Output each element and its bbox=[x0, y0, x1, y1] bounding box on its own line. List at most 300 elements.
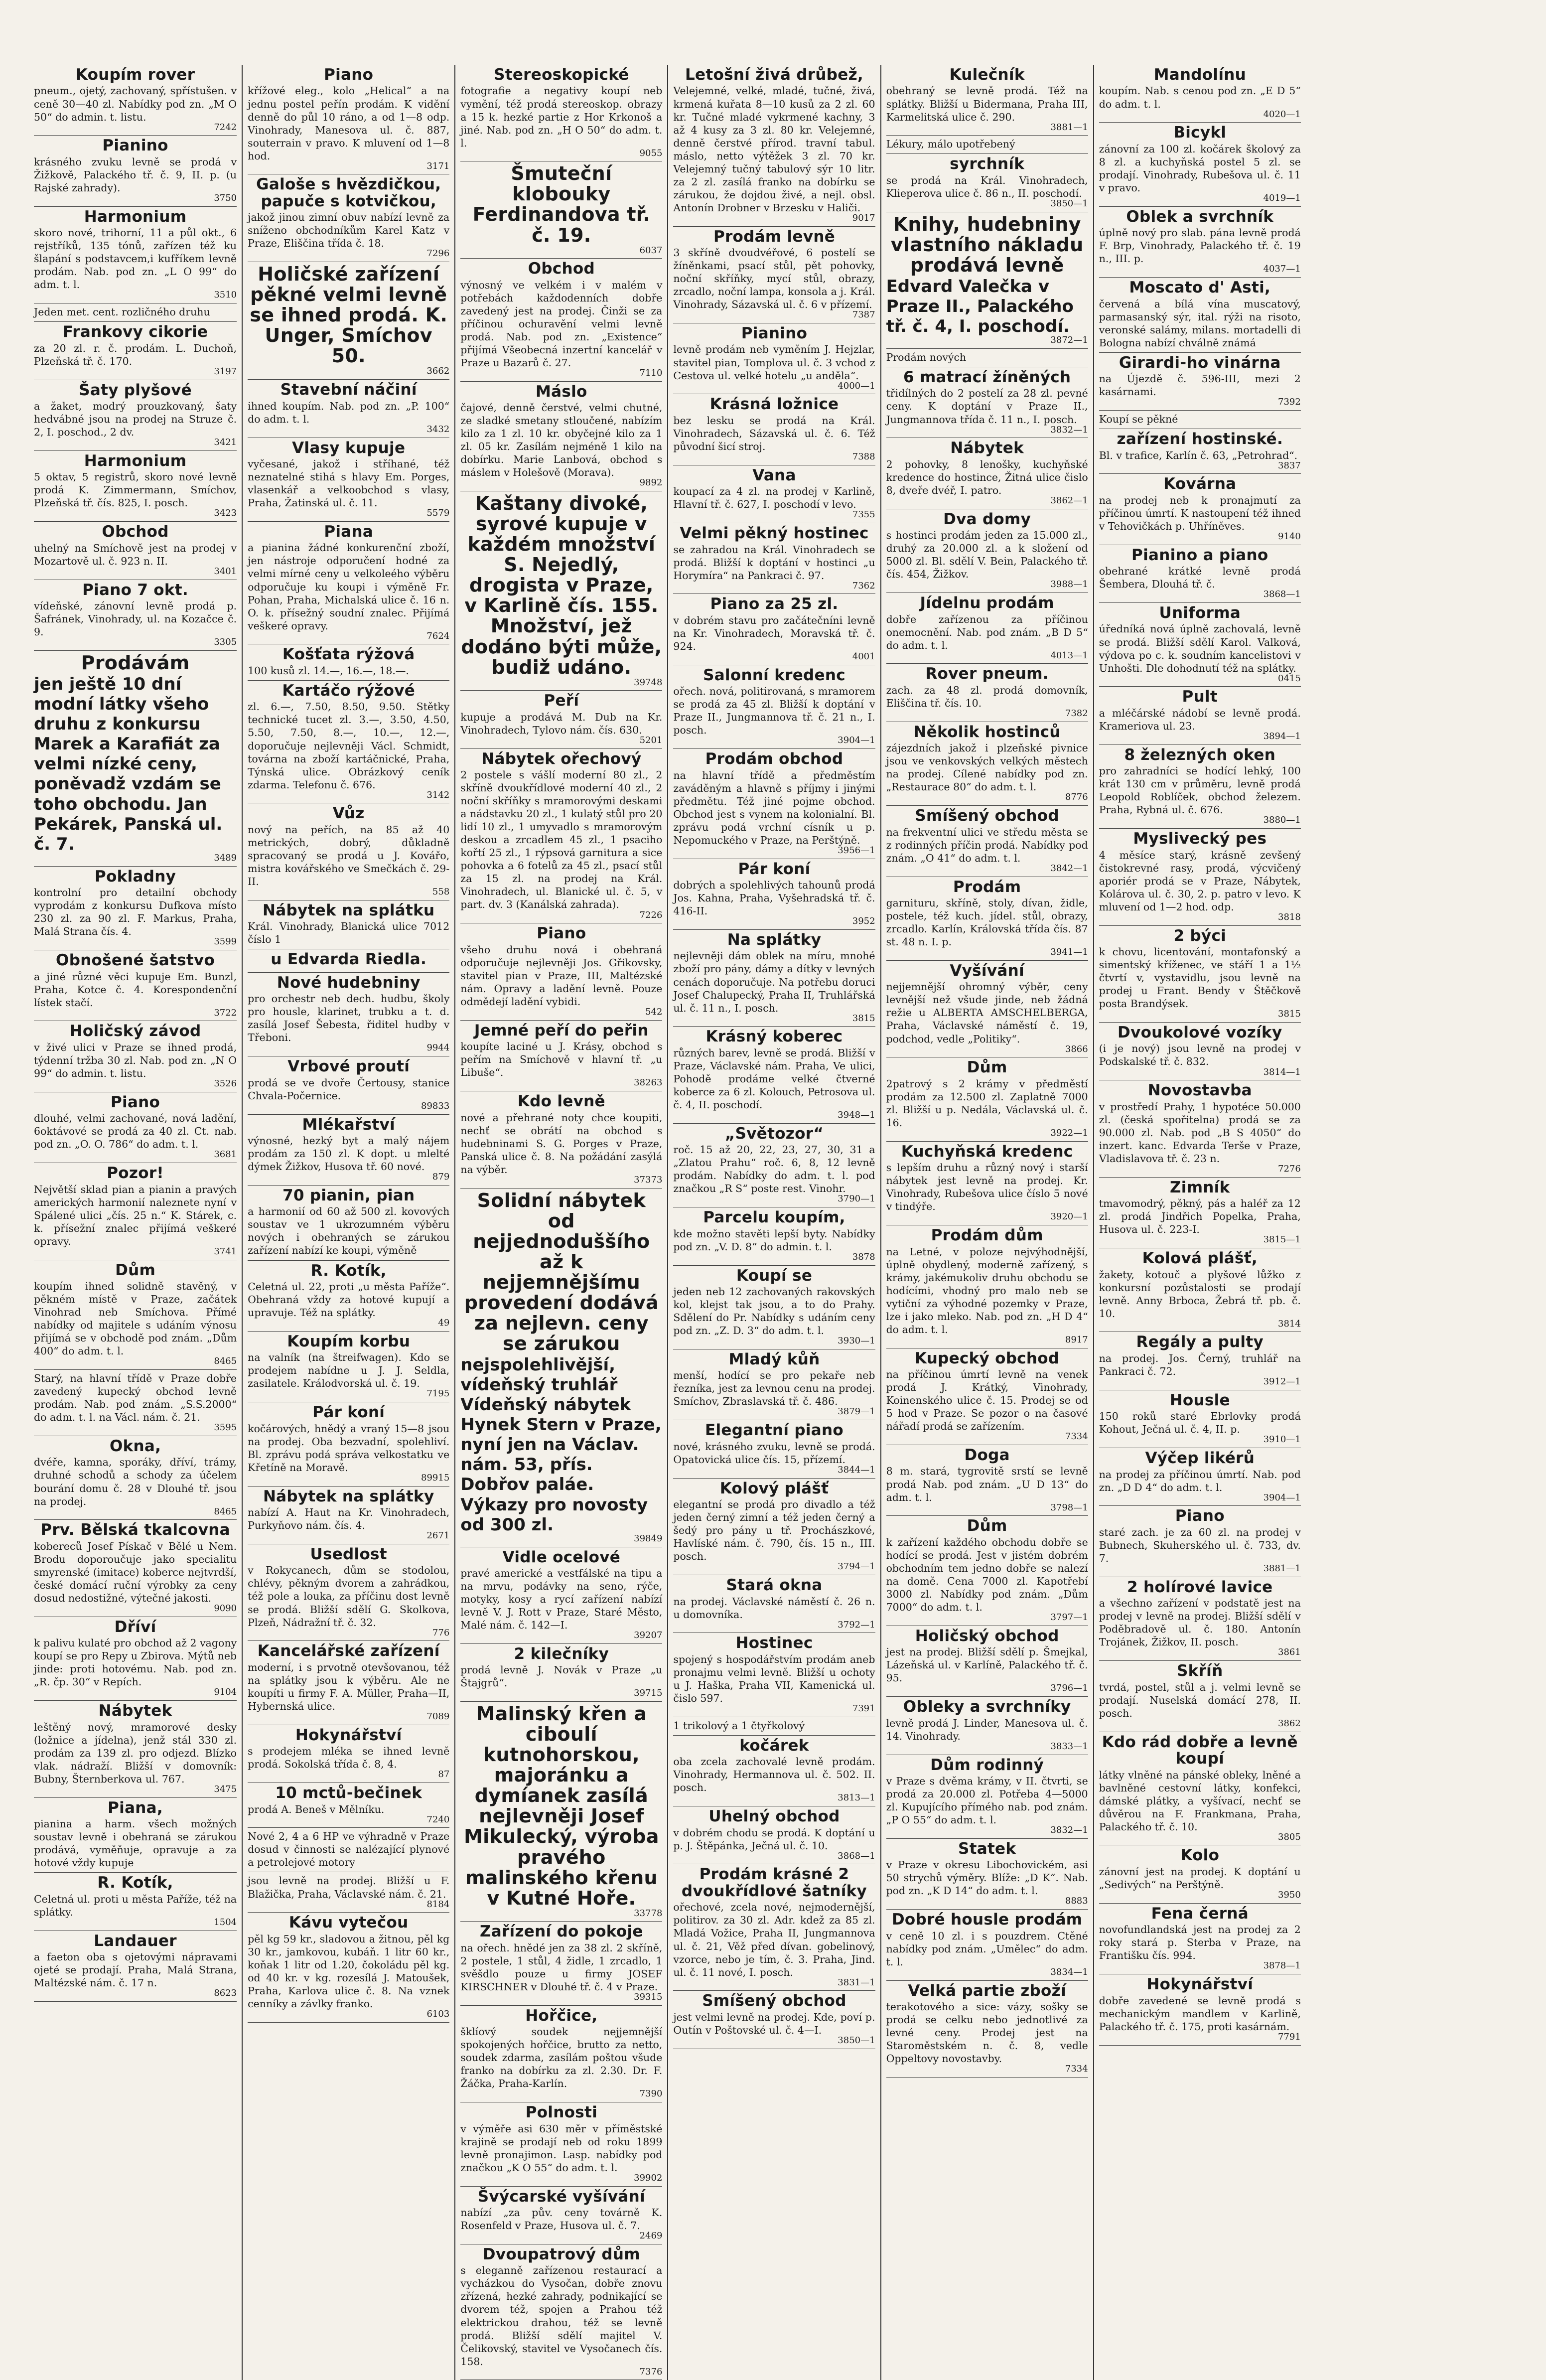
ad-body: prodá A. Beneš v Mělníku. bbox=[248, 1803, 385, 1815]
classified-ad bbox=[1099, 1732, 1301, 1846]
ad-heading: Pozor! bbox=[107, 1164, 164, 1183]
ad-heading: Dům bbox=[967, 1058, 1007, 1077]
ad-body: 8 m. stará, tygrovitě srstí se levně prodá Nab. pod znám. „U D 13“ do adm. t. l. bbox=[886, 1465, 1088, 1503]
ad-body: jeden neb 12 zachovaných rakovských kol, klejst tak jsou, a to do Prahy. Sdělení do Pr. Nabídky s udáním ceny pod zn. „Z. D. 3“ do adm. t. l. bbox=[673, 1286, 875, 1337]
ad-reference-number: 879 bbox=[432, 1172, 450, 1183]
ad-body: a všechno zařízení v podstatě jest na prodej v levně na prodej. Bližší sdělí v Poděbradově ul. č. 180. Antonín Trojánek, Žižkov, II. posch. bbox=[1099, 1597, 1301, 1648]
ad-heading: Kancelářské zařízení bbox=[257, 1642, 440, 1660]
ad-body: pěl kg 59 kr., sladovou a žitnou, pěl kg 30 kr., jamkovou, kubáň. 1 litr 60 kr., koňak 1 litr od 1.20, čokoládu pěl kg. od 40 kr. v kg. rozesílá J. Matoušek, Praha, Karlova ulice č. 8. Na vznek cenníky a závlky franko. bbox=[248, 1933, 450, 2010]
ad-reference-number: 3305 bbox=[214, 637, 237, 648]
ad-reference-number: 6037 bbox=[639, 245, 663, 256]
ad-heading: Výčep likérů bbox=[1145, 1449, 1255, 1468]
ad-body: s lepším druhu a různý nový i starší nábytek jest levně na prodej. Kr. Vinohrady, Rubešova ulice číslo 5 nové v tindýře. bbox=[886, 1162, 1088, 1213]
ad-body: dobře zavedené se levně prodá s mechanickým mandlem v Karlině, Palackého tř. č. 175, proti kasárnám. bbox=[1099, 1994, 1301, 2033]
ad-body: obehraný se levně prodá. Též na splátky. Bližší u Bidermana, Praha III, Karmelitská ulice č. 290. bbox=[886, 85, 1088, 123]
ad-heading: Dům bbox=[967, 1517, 1007, 1535]
ad-reference-number: 3833—1 bbox=[1050, 1741, 1088, 1752]
ad-heading: Prodávám bbox=[81, 651, 190, 674]
classified-ad bbox=[34, 580, 237, 651]
ad-body: Lékury, málo upotřebený bbox=[886, 138, 1015, 150]
ad-heading: Kolová plášť, bbox=[1142, 1249, 1258, 1268]
ad-body: spojený s hospodářstvím prodám aneb pronajmu velmi levně. Bližší u ochoty u J. Haška, Praha VII, Kamenická ul. čislo 597. bbox=[673, 1653, 875, 1704]
classified-ad bbox=[886, 154, 1088, 212]
ad-reference-number: 8465 bbox=[214, 1506, 237, 1517]
classified-ad bbox=[248, 1725, 449, 1783]
ad-body: Koupí se pěkné bbox=[1099, 413, 1178, 425]
ad-reference-number: 49 bbox=[438, 1318, 450, 1329]
classified-ad bbox=[460, 2187, 662, 2244]
ad-body: zach. za 48 zl. prodá domovník, Eliščina tř. čís. 10. bbox=[886, 684, 1088, 709]
ad-body: roč. 15 až 20, 22, 23, 27, 30, 31 a „Zlatou Prahu“ roč. 6, 8, 12 levně prodám. Nabídky do adm. t. l. pod značkou „R S“ poste rest. Vinohr. bbox=[673, 1144, 875, 1195]
ad-heading: Knihy, hudebniny vlastního nákladu prodává levně bbox=[890, 213, 1084, 276]
ad-body: pneum., ojetý, zachovaný, spřístušen. v ceně 30—40 zl. Nabídky pod zn. „M O 50“ do admin. t. listu. bbox=[34, 85, 237, 123]
classified-ad bbox=[248, 949, 449, 972]
classified-ad bbox=[1099, 1974, 1301, 2045]
ad-reference-number: 558 bbox=[432, 887, 450, 897]
ad-reference-number: 9055 bbox=[639, 148, 663, 158]
ad-body: pravé americké a vestfálské na tipu a na mrvu, podávky na seno, rýče, motyky, kosy a rycí zařízení nabízí levně V. J. Rott v Praze, Staré Město, Malé nám. č. 142—I. bbox=[460, 1567, 663, 1632]
ad-reference-number: 3831—1 bbox=[838, 1977, 875, 1988]
ad-body: nové a přehrané noty chce koupiti, nechť se obrátí na obchod s hudebninami S. G. Porges v Praze, Panská ulice č. 8. Na požádání zasýlá na výběr. bbox=[460, 1111, 663, 1176]
ad-heading: Landauer bbox=[94, 1932, 177, 1950]
classified-ad bbox=[1099, 1178, 1301, 1248]
ad-reference-number: 7334 bbox=[1065, 1431, 1088, 1442]
ad-reference-number: 3868—1 bbox=[1263, 589, 1301, 600]
classified-ad bbox=[886, 1445, 1088, 1516]
ad-body: na frekventní ulici ve středu města se z rodinných příčin prodá. Nabídky pod znám. „O 41“ do adm. t. l. bbox=[886, 826, 1088, 864]
ad-body: šklíový soudek nejjemnější spokojených hořčice, brutto za netto, soudek zdarma, zasílám poštou všude franko na dobírku za zl. 2.30. Dr. F. Žáčka, Praha-Karlín. bbox=[460, 2026, 663, 2090]
ad-body: nový na peřích, na 85 až 40 metrických, dobrý, důkladně spracovaný se prodá u J. Kovářo, mistra kovářského ve Smečkách č. 29-II. bbox=[248, 823, 450, 888]
classified-ad bbox=[34, 1163, 237, 1260]
classified-ad bbox=[460, 691, 662, 748]
classified-ad bbox=[886, 593, 1088, 664]
ad-reference-number: 39715 bbox=[634, 1688, 663, 1699]
ad-heading: Stará okna bbox=[726, 1576, 823, 1595]
ad-reference-number: 7388 bbox=[852, 451, 875, 462]
classified-ad bbox=[1099, 474, 1301, 545]
classified-ad bbox=[1099, 1080, 1301, 1177]
classified-ad bbox=[1099, 545, 1301, 603]
ad-body: terakotového a sice: vázy, sošky se prodá se celku nebo jednotlivé za levné ceny. Prodej jest na Staroměstském n. č. 8, vedle Oppeltovy novostavby. bbox=[886, 2001, 1088, 2065]
classified-ad bbox=[886, 1142, 1088, 1225]
ad-heading: Elegantní piano bbox=[705, 1421, 843, 1440]
classified-ad bbox=[248, 1641, 449, 1725]
classified-ad bbox=[1099, 429, 1301, 474]
ad-heading: Bicykl bbox=[1173, 124, 1227, 142]
classified-ad bbox=[1099, 1904, 1301, 1974]
classified-ad bbox=[886, 1981, 1088, 2078]
ad-body: nabízí A. Haut na Kr. Vinohradech, Purkyňovo nám. čís. 4. bbox=[248, 1506, 450, 1532]
ad-heading: Jemné peří do peřin bbox=[474, 1021, 649, 1040]
ad-body: křížové eleg., kolo „Helical“ a na jednu postel peřín prodám. K vidění denně do půl 10 ráno, a od 1—8 odp. Vinohrady, Manesova ul. č. 887, souterrain v pravo. K mluvení od 1—8 hod. bbox=[248, 85, 450, 162]
classified-ad bbox=[886, 877, 1088, 961]
classified-ad bbox=[34, 451, 237, 522]
ad-reference-number: 39849 bbox=[634, 1533, 663, 1544]
ad-reference-number: 3948—1 bbox=[838, 1110, 875, 1121]
ad-body: tvrdá, postel, stůl a j. velmi levně se prodají. Nuselská domácí 278, II. posch. bbox=[1099, 1681, 1301, 1719]
ad-body: 100 kusů zl. 14.—, 16.—, 18.—. bbox=[248, 664, 409, 677]
ad-reference-number: 3423 bbox=[214, 508, 237, 519]
ad-body: Jeden met. cent. rozličného druhu bbox=[34, 306, 210, 318]
ad-reference-number: 3881—1 bbox=[1050, 122, 1088, 133]
classified-ad bbox=[886, 961, 1088, 1057]
ad-reference-number: 3796—1 bbox=[1050, 1683, 1088, 1694]
classified-ad bbox=[1099, 1506, 1301, 1577]
ad-heading: Skříň bbox=[1177, 1662, 1223, 1680]
ad-body: v dobrém stavu pro začátečníni levně na Kr. Vinohradech, Moravská tř. č. 924. bbox=[673, 614, 875, 652]
classified-ad bbox=[673, 323, 875, 394]
ad-reference-number: 3818 bbox=[1278, 911, 1301, 922]
ad-heading: Kupecký obchod bbox=[914, 1349, 1060, 1367]
ad-heading: 2 býci bbox=[1173, 926, 1227, 945]
classified-ad bbox=[34, 303, 237, 322]
ad-heading: Piano bbox=[1175, 1507, 1225, 1525]
ad-body: ihned koupím. Nab. pod zn. „P. 100“ do adm. t. l. bbox=[248, 400, 450, 425]
ad-body: ořech. nová, politirovaná, s mramorem se prodá za 45 zl. Bližší k doptání v Praze II., Jungmannova tř. č. 21 n., I. posch. bbox=[673, 685, 875, 737]
ad-body: na prodej neb k pronajmutí za příčinou úmrtí. K nastoupení též ihned v Tehovičkách p. Uhříněves. bbox=[1099, 494, 1301, 532]
ad-body: 2 pohovky, 8 lenošky, kuchyňské kredence do hostince, Žitná ulice čislo 8, dveře dvéř, I. patro. bbox=[886, 458, 1088, 496]
ad-heading: 10 mctů-bečinek bbox=[275, 1784, 422, 1802]
classified-ad bbox=[34, 950, 237, 1021]
ad-heading: zařízení hostinské. bbox=[1117, 430, 1283, 448]
classified-ad bbox=[460, 382, 662, 491]
classified-ad bbox=[1099, 687, 1301, 744]
ad-heading: 2 holírové lavice bbox=[1127, 1578, 1273, 1596]
classified-ad bbox=[1099, 353, 1301, 411]
ad-heading: Hořčice, bbox=[525, 2006, 598, 2025]
ad-body: a jiné různé věci kupuje Em. Bunzl, Praha, Kotce č. 4. Korespondenční lístek stačí. bbox=[34, 970, 237, 1009]
ad-heading: Dva domy bbox=[943, 510, 1031, 528]
classified-ad bbox=[673, 1864, 875, 1991]
ad-reference-number: 3832—1 bbox=[1050, 1825, 1088, 1836]
ad-reference-number: 3878 bbox=[852, 1251, 875, 1262]
ad-heading: Parcelu koupím, bbox=[703, 1208, 845, 1227]
ad-body: tmavomodrý, pěkný, pás a haléř za 12 zl. prodá Jindřich Popelka, Praha, Husova ul. č. 223-I. bbox=[1099, 1197, 1301, 1236]
ad-body: dobře zařízenou za příčinou onemocnění. Nab. pod znám. „B D 5“ do adm. t. l. bbox=[886, 613, 1088, 651]
classified-ad bbox=[34, 651, 237, 867]
ad-body: (i je nový) jsou levně na prodej v Podskalské tř. č. 832. bbox=[1099, 1042, 1301, 1068]
ad-reference-number: 3681 bbox=[214, 1149, 237, 1160]
ad-reference-number: 3866 bbox=[1065, 1043, 1088, 1054]
ad-heading: 8 železných oken bbox=[1124, 745, 1276, 764]
ad-body: na ořech. hnědé jen za 38 zl. 2 skříně, 2 postele, 1 stůl, 4 židle, 1 zrcadlo, 1 svěšdlo pouze u firmy JOSEF KIRSCHNER v Dlouhé tř. č. 4 v Praze. bbox=[460, 1941, 663, 1993]
ad-heading: Solidní nábytek od nejjednoduššího až k nejjemnějšímu provedení dodává za nejlevn. ceny se zárukou bbox=[464, 1189, 659, 1354]
classified-ad bbox=[34, 322, 237, 380]
ad-body: a mléčárské nádobí se levně prodá. Krameriova ul. 23. bbox=[1099, 707, 1301, 732]
ad-body: obehrané krátké levně prodá Šembera, Dlouhá tř. č. bbox=[1099, 565, 1301, 591]
classified-ad bbox=[460, 1702, 662, 1922]
column-6 bbox=[1093, 65, 1306, 2380]
ad-reference-number: 3815 bbox=[852, 1013, 875, 1024]
ad-body: Edvard Valečka v Praze II., Palackého tř. č. 4, I. poschodí. bbox=[886, 276, 1074, 337]
ad-body: 2patrový s 2 krámy v předměstí prodám za 12.500 zl. Zaplatně 7000 zl. Bližší u p. Nedála, Václavská ul. č. 16. bbox=[886, 1077, 1088, 1129]
ad-body: se zahradou na Král. Vinohradech se prodá. Bližší k doptání v hostinci „u Horymíra“ na Pankraci č. 97. bbox=[673, 543, 875, 582]
classified-ad bbox=[460, 65, 662, 161]
ad-body: třidílných do 2 postelí za 28 zl. pevné ceny. K doptání v Praze II., Jungmannova třída č. 11 n., I. posch. bbox=[886, 387, 1088, 426]
classified-ad bbox=[673, 1349, 875, 1420]
ad-reference-number: 8465 bbox=[214, 1356, 237, 1367]
ad-reference-number: 3741 bbox=[214, 1246, 237, 1257]
classified-ad bbox=[248, 1332, 449, 1402]
ad-body: se prodá na Král. Vinohradech, Klieperova ulice č. 86 n., II. poschodí. bbox=[886, 174, 1088, 199]
ad-body: jsou levně na prodej. Bližší u F. Blažička, Praha, Václavské nám. č. 21. bbox=[248, 1875, 450, 1900]
ad-heading: Dvoupatrový dům bbox=[482, 2245, 640, 2263]
ad-reference-number: 9017 bbox=[852, 212, 875, 223]
classified-ad bbox=[673, 1991, 875, 2049]
classified-ad bbox=[460, 2244, 662, 2380]
ad-body: kobereců Josef Pískač v Bělé u Nem. Brodu doporoučuje jako specialitu smyrenské (imitace) koberce nejtvrdší, české domácí ruční výrobky za ceny dosud nedostižné, výtečné jakosti. bbox=[34, 1540, 237, 1604]
ad-reference-number: 89833 bbox=[421, 1100, 450, 1111]
ad-heading: Galoše s hvězdičkou, papuče s kotvičkou, bbox=[256, 175, 441, 210]
ad-reference-number: 3941—1 bbox=[1050, 947, 1088, 958]
ad-heading: Usedlost bbox=[310, 1545, 387, 1563]
ad-heading: Pár koní bbox=[738, 860, 811, 878]
classified-ad bbox=[460, 923, 662, 1020]
ad-body: zánovní jest na prodej. K doptání u „Sedivých“ na Perštýně. bbox=[1099, 1865, 1301, 1891]
ad-reference-number: 3794—1 bbox=[838, 1561, 875, 1572]
ad-body: jakož jinou zimní obuv nabízí levně za sníženo obchodníkům Karel Katz v Praze, Eliščina třída č. 18. bbox=[248, 211, 450, 250]
ad-heading: Piano za 25 zl. bbox=[710, 595, 839, 613]
ad-heading: Stavební náčiní bbox=[280, 381, 417, 399]
ad-body: dvéře, kamna, sporáky, dříví, trámy, druhné schodů a schody za účelem bourání domu č. 28 v Dlouhé tř. jsou na prodej. bbox=[34, 1456, 237, 1507]
classified-ad bbox=[248, 174, 449, 262]
classified-ad bbox=[248, 1115, 449, 1186]
classified-ad bbox=[886, 1839, 1088, 1910]
ad-body: Celetná ul. 22, proti „u města Paříže“. Obehraná vždy za hotové kupují a upravuje. Též na splátky. bbox=[248, 1280, 450, 1319]
ad-body: jest na prodej. Bližší sdělí p. Šmejkal, Lázeňská ul. v Karlíně, Palackého tř. č. 95. bbox=[886, 1646, 1088, 1684]
ad-body: koupím. Nab. s cenou pod zn. „E D 5“ do adm. t. l. bbox=[1099, 85, 1301, 110]
classified-ad bbox=[34, 380, 237, 451]
classified-ad bbox=[460, 2102, 662, 2186]
ad-body: v Rokycanech, dům se stodolou, chlévy, pěkným dvorem a zahrádkou, též pole a louka, za příčinu dost levně se prodá. Bližší sdělí G. Skolkova, Plzeň, Nádražní tř. č. 32. bbox=[248, 1564, 450, 1629]
ad-reference-number: 7242 bbox=[214, 122, 237, 133]
ad-heading: Nábytek ořechový bbox=[481, 749, 642, 768]
ad-reference-number: 5201 bbox=[639, 735, 663, 745]
ad-body: levně prodá J. Linder, Manesova ul. č. 14. Vinohrady. bbox=[886, 1717, 1088, 1742]
ad-heading: Velmi pěkný hostinec bbox=[680, 524, 869, 543]
ad-heading: Máslo bbox=[536, 382, 587, 401]
ad-heading: Stereoskopické bbox=[494, 66, 629, 84]
ad-reference-number: 9944 bbox=[426, 1042, 450, 1053]
ad-body: koupím ihned solidně stavěný, v pěkném místě v Praze, začátek Vinohrad neb Smíchova. Přímé nabídky od majitele s udáním výnosu přijímá se v obchodě pod znám. „Dům 400“ do adm. t. l. bbox=[34, 1280, 237, 1357]
ad-reference-number: 5579 bbox=[426, 508, 450, 519]
ad-reference-number: 89915 bbox=[421, 1472, 450, 1483]
ad-heading: 2 kilečníky bbox=[514, 1644, 609, 1663]
classified-ad bbox=[460, 259, 662, 381]
ad-body: čajové, denně čerstvé, velmi chutné, ze sladké smetany stloučené, nabízím kilo za 1 zl. 10 kr. obyčejné kilo za 1 zl. 05 kr. Zasílám nejméně 1 kilo na dobírku. Marie Lanbová, obchod s máslem v Holešově (Morava). bbox=[460, 402, 663, 479]
ad-heading: Koupím rover bbox=[75, 66, 195, 84]
ad-reference-number: 8623 bbox=[214, 1988, 237, 1999]
ad-heading: Obchod bbox=[528, 260, 595, 278]
classified-ad bbox=[460, 1547, 662, 1644]
ad-reference-number: 3814—1 bbox=[1263, 1066, 1301, 1077]
classified-ad bbox=[1099, 411, 1301, 429]
ad-reference-number: 7362 bbox=[852, 580, 875, 591]
ad-reference-number: 3142 bbox=[426, 789, 450, 800]
ad-heading: Pár koní bbox=[312, 1403, 385, 1422]
classified-ad bbox=[886, 509, 1088, 593]
ad-heading: Prodám obchod bbox=[705, 750, 843, 768]
ad-heading: Prodám bbox=[953, 878, 1021, 896]
ad-reference-number: 4037—1 bbox=[1263, 264, 1301, 275]
classified-ad bbox=[248, 438, 449, 522]
ad-body: 5 oktav, 5 registrů, skoro nové levně prodá K. Zimmermann, Smíchov, Plzeňská tř. čís. 825, I. posch. bbox=[34, 471, 237, 509]
classified-ad bbox=[248, 380, 449, 438]
classified-ad bbox=[673, 1124, 875, 1207]
ad-heading: Piano 7 okt. bbox=[82, 581, 189, 599]
ad-reference-number: 87 bbox=[438, 1769, 450, 1780]
ad-heading: Zařízení do pokoje bbox=[479, 1923, 643, 1941]
ad-heading: Nábytek bbox=[950, 439, 1024, 457]
classified-ad bbox=[886, 722, 1088, 806]
ad-heading: Vidle ocelové bbox=[502, 1548, 621, 1566]
classified-ad bbox=[673, 523, 875, 594]
ad-reference-number: 38263 bbox=[634, 1077, 663, 1088]
ad-heading: Moscato d' Asti, bbox=[1129, 279, 1271, 297]
classified-ad bbox=[34, 1436, 237, 1520]
ad-body: Starý, na hlavní třídě v Praze dobře zavedený kupecký obchod levně prodám. Nab. pod znám. „S.S.2000“ do adm. t. l. na Václ. nám. č. 21. bbox=[34, 1372, 237, 1424]
ad-reference-number: 7110 bbox=[639, 368, 663, 379]
ad-heading: Letošní živá drůbež, bbox=[685, 66, 863, 84]
ad-reference-number: 3862 bbox=[1278, 1718, 1301, 1729]
ad-body: jen ještě 10 dní modní látky všeho druhu z konkursu Marek a Karafiát za velmi nízké ceny, poněvadž vzdám se toho obchodu. Jan Pekárek, Panská ul. č. 7. bbox=[34, 674, 223, 854]
ad-heading: Kolo bbox=[1180, 1846, 1220, 1865]
ad-heading: Kaštany divoké, syrové kupuje v každém množství S. Nejedlý, drogista v Praze, v Karlině čís. 155. Množství, jež dodáno býti může, budiž udáno. bbox=[461, 492, 662, 678]
ad-reference-number: 3861 bbox=[1278, 1647, 1301, 1658]
ad-body: na příčinou úmrtí levně na venek prodá J. Krátký, Vinohrady, Koinenského ulice č. 15. Prodej se od 5 hod v Praze. Se pozor o na časové nářadí prodá se zařízením. bbox=[886, 1368, 1088, 1433]
ad-body: staré zach. je za 60 zl. na prodej v Bubnech, Skuherského ul. č. 733, dv. 7. bbox=[1099, 1526, 1301, 1564]
ad-heading: Peří bbox=[544, 692, 579, 710]
classified-ad bbox=[673, 594, 875, 665]
classified-ad bbox=[886, 1516, 1088, 1626]
classified-ad bbox=[460, 2006, 662, 2102]
classified-ad bbox=[248, 803, 449, 900]
classified-ad bbox=[673, 1717, 875, 1736]
classified-ad bbox=[886, 1626, 1088, 1697]
ad-body: v Praze s dvěma krámy, v II. čtvrti, se prodá za 20.000 zl. Potřeba 4—5000 zl. Kupujícího přímého nab. pod znám. „P O 55“ do adm. t. l. bbox=[886, 1775, 1088, 1826]
classified-ad bbox=[673, 1575, 875, 1633]
classified-ad bbox=[673, 1027, 875, 1123]
column-3 bbox=[454, 65, 667, 2380]
ad-heading: Dobré housle prodám bbox=[891, 1911, 1083, 1929]
ad-heading: Pianino a piano bbox=[1131, 546, 1268, 564]
classified-ad bbox=[1099, 1248, 1301, 1332]
ad-reference-number: 7226 bbox=[639, 909, 663, 920]
classified-ad bbox=[248, 900, 449, 950]
ad-reference-number: 3862—1 bbox=[1050, 495, 1088, 506]
column-4 bbox=[667, 65, 880, 2380]
ad-heading: Harmonium bbox=[84, 207, 187, 226]
ad-heading: Nové hudebniny bbox=[277, 973, 421, 992]
classified-ad bbox=[248, 1056, 449, 1114]
ad-body: v prostředí Prahy, 1 hypotéce 50.000 zl. (česká spořitelna) prodá se za 90.000 zl. Nab. pod „B S 4050“ do inzert. kanc. Edvarda Terše v Praze, Vladislavova tř. č. 23 n. bbox=[1099, 1100, 1301, 1165]
classified-ad bbox=[1099, 207, 1301, 278]
classified-ad bbox=[886, 664, 1088, 722]
ad-body: bez lesku se prodá na Král. Vinohradech, Sázavská ul. č. 6. Též původní šicí stroj. bbox=[673, 414, 875, 452]
ad-heading: Obchod bbox=[102, 523, 169, 541]
ad-reference-number: 4020—1 bbox=[1263, 109, 1301, 120]
column-5 bbox=[880, 65, 1093, 2380]
classified-ad bbox=[460, 1644, 662, 1702]
classified-ad bbox=[248, 1402, 449, 1486]
classified-ad bbox=[460, 749, 662, 924]
classified-ad bbox=[460, 491, 662, 691]
ad-body: jest velmi levně na prodej. Kde, poví p. Outín v Poštovské ul. č. 4—I. bbox=[673, 2011, 875, 2036]
ad-body: vídeňské, zánovní levně prodá p. Šafránek, Vinohrady, ul. na Kozačce č. 9. bbox=[34, 600, 237, 638]
ad-reference-number: 3750 bbox=[214, 192, 237, 203]
ad-reference-number: 3815—1 bbox=[1263, 1234, 1301, 1245]
ad-reference-number: 3401 bbox=[214, 566, 237, 577]
ad-reference-number: 33778 bbox=[634, 1908, 663, 1919]
ad-heading: Na splátky bbox=[727, 930, 822, 949]
ad-heading: „Světozor“ bbox=[724, 1124, 824, 1143]
classified-ad bbox=[886, 1755, 1088, 1839]
ad-reference-number: 39748 bbox=[634, 677, 663, 688]
ad-body: Velejemné, velké, mladé, tučné, živá, krmená kuřata 8—10 kusů za 2 zl. 60 kr. Tučné mladé vykrmené kachny, 3 až 4 kusy za 3 zl. 80 kr. Velejemné, denně čerstvé přírod. travní tabul. máslo, netto výtěžek 3 zl. 70 kr. Velejemný tučný tabulový sýr 10 litr. za 2 zl. zasílá franko na dobírku se zárukou, že dojdou živé, a nejl. obsl. Antonín Drobner v Brzesku v Haliči. bbox=[673, 85, 875, 214]
ad-body: menší, hodící se pro pekaře neb řezníka, jest za levnou cenu na prodej. Smíchov, Zbraslavská tř. č. 486. bbox=[673, 1369, 875, 1408]
ad-reference-number: 9090 bbox=[214, 1603, 237, 1614]
classified-ad bbox=[248, 1186, 449, 1261]
ad-heading: Housle bbox=[1169, 1391, 1230, 1409]
ad-heading: Uniforma bbox=[1159, 604, 1241, 622]
classified-ad bbox=[34, 1260, 237, 1370]
ad-reference-number: 3790—1 bbox=[838, 1193, 875, 1204]
ad-reference-number: 3197 bbox=[214, 366, 237, 377]
ad-heading: Novostavba bbox=[1147, 1081, 1252, 1100]
ad-heading: Mandolínu bbox=[1153, 66, 1246, 84]
classified-ad bbox=[1099, 1661, 1301, 1732]
classified-ad bbox=[673, 1207, 875, 1265]
ad-reference-number: 3722 bbox=[214, 1007, 237, 1018]
ad-heading: R. Kotík, bbox=[97, 1874, 173, 1892]
ad-body: kočárových, hnědý a vraný 15—8 jsou na prodej. Oba bezvadní, spolehliví. Bl. zprávu podá správa velkostatku ve Křetíně na Moravě. bbox=[248, 1422, 450, 1474]
ad-body: všeho druhu nová i obehraná odporučuje nejlevněji Jos. Gřikovsky, stavitel pian v Praze, III, Maltézské nám. Opravy a ladění levně. Pouze odmědejí ladění vybidi. bbox=[460, 943, 663, 1008]
classified-ad bbox=[673, 465, 875, 523]
classified-ad bbox=[460, 161, 662, 259]
ad-body: a faeton oba s ojetovými nápravami ojeté se prodají. Praha, Malá Strana, Maltézské nám. č. 17 n. bbox=[34, 1951, 237, 1989]
ad-reference-number: 7195 bbox=[426, 1388, 450, 1399]
ad-heading: 6 matrací žíněných bbox=[903, 368, 1071, 386]
classified-ad bbox=[673, 665, 875, 749]
ad-heading: Prodám krásné 2 dvoukřídlové šatníky bbox=[681, 1865, 867, 1900]
ad-reference-number: 3956—1 bbox=[838, 845, 875, 856]
ad-reference-number: 3814 bbox=[1278, 1318, 1301, 1329]
ad-body: pianina a harm. všech možných soustav levně i obehraná se zárukou prodává, vyměňuje, opravuje a za hotové vždy kupuje bbox=[34, 1818, 237, 1869]
ad-heading: Jídelnu prodám bbox=[920, 594, 1054, 612]
classified-ad bbox=[673, 930, 875, 1027]
classified-ad bbox=[460, 1189, 662, 1547]
ad-body: úplně nový pro slab. pána levně prodá F. Brp, Vinohrady, Palackého tř. č. 19 n., III. p. bbox=[1099, 227, 1301, 265]
ad-reference-number: 8184 bbox=[426, 1899, 450, 1910]
ad-heading: Hostinec bbox=[735, 1634, 813, 1652]
classified-ad bbox=[248, 1913, 449, 2022]
ad-body: zájezdních jakož i plzeňské pivnice jsou ve venkovských velkých městech na prodej. Cílené nabídky pod zn. „Restaurace 80“ do adm. t. l. bbox=[886, 742, 1088, 793]
ad-heading: Piana bbox=[324, 522, 374, 541]
ad-heading: u Edvarda Riedla. bbox=[271, 950, 427, 969]
ad-heading: Statek bbox=[958, 1839, 1016, 1858]
ad-reference-number: 3988—1 bbox=[1050, 579, 1088, 590]
ad-body: kontrolní pro detailní obchody vyprodám z konkursu Dufkova místo 230 zl. za 90 zl. F. Markus, Praha, Malá Strana čís. 4. bbox=[34, 887, 237, 938]
ad-body: v výměře asi 630 měr v příměstské krajině se prodají neb od roku 1899 levně pronajimon. Lasp. nabídky pod značkou „K O 55“ do adm. t. l. bbox=[460, 2122, 663, 2174]
newspaper-page bbox=[29, 65, 1519, 2377]
classified-ad bbox=[248, 1783, 449, 1828]
ad-body: na valník (na štreifwagen). Kdo se prodejem nabídne u J. J. Seldla, zasilatele. Králodvorská ul. č. 19. bbox=[248, 1351, 450, 1390]
ad-reference-number: 6103 bbox=[426, 2009, 450, 2019]
ad-body: k zařízení každého obchodu dobře se hodící se prodá. Jest v jistém dobrém obchodním tem jedno dobře se nalezí na domě. Cena 7000 zl. Kapotřebí 3000 zl. Nabídky pod znám. „Dům 7000“ do adm. t. l. bbox=[886, 1536, 1088, 1613]
ad-body: skoro nové, trihorní, 11 a půl okt., 6 rejstříků, 135 tónů, zařízen též ku šlapání s podstavcem,i kufříkem levně prodám. Nab. pod zn. „L O 99“ do adm. t. l. bbox=[34, 227, 237, 291]
ad-heading: Velká partie zboží bbox=[908, 1981, 1066, 2000]
classified-ad bbox=[34, 522, 237, 580]
